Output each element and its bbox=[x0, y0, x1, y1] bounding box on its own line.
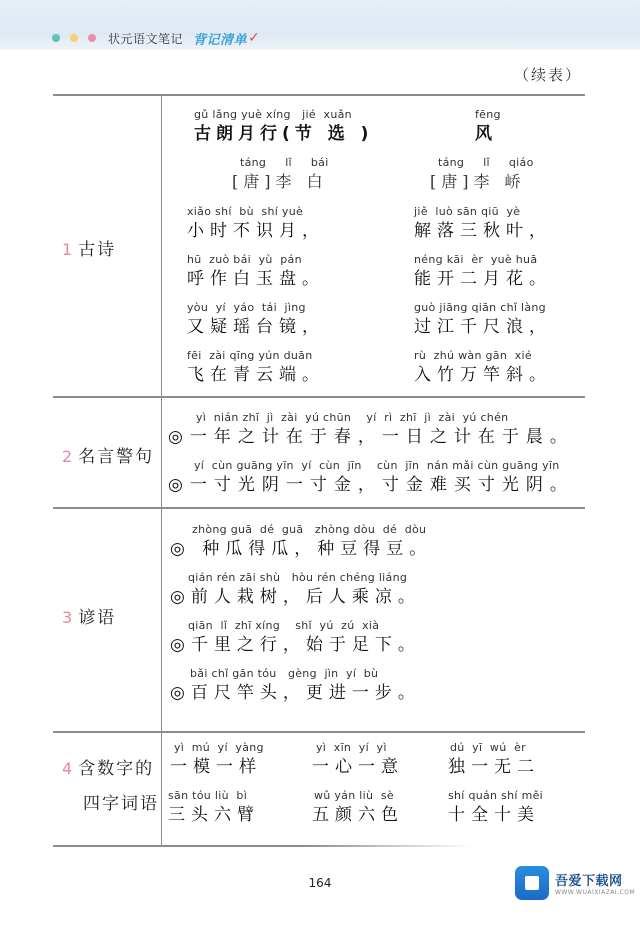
category-label: 含数字的 bbox=[78, 759, 155, 779]
row-divider-1 bbox=[53, 396, 585, 398]
pinyin: yí cùn guāng yīn yí cùn jīn cùn jīn nán mǎi cùn guāng yīn bbox=[194, 459, 560, 472]
category-number-idioms-line2 bbox=[83, 789, 159, 814]
proverb-text: ◎百尺竿头，更进一步。 bbox=[170, 683, 421, 703]
watermark-name: 吾爱下载网 bbox=[555, 874, 623, 889]
verse: 能开二月花。 bbox=[414, 269, 552, 289]
proverb-text: ◎千里之行，始于足下。 bbox=[170, 635, 421, 655]
poem-2-line-3 bbox=[414, 300, 552, 339]
pinyin: xiǎo shí bù shí yuè bbox=[187, 205, 304, 218]
poem-1-line-1 bbox=[187, 204, 325, 243]
pinyin: yì mú yí yàng bbox=[174, 741, 264, 754]
table-bottom-border bbox=[53, 845, 473, 847]
idiom-1 bbox=[170, 740, 264, 779]
dot-yellow-icon bbox=[70, 34, 78, 42]
poem-author: [唐]李 峤 bbox=[430, 172, 526, 191]
pinyin: guò jiāng qiān chǐ làng bbox=[414, 301, 546, 314]
poem-title: 风 bbox=[475, 124, 497, 144]
watermark-text bbox=[555, 870, 635, 896]
poem-1-line-3 bbox=[187, 300, 325, 339]
pinyin: dú yī wú èr bbox=[450, 741, 526, 754]
pinyin: yì xīn yí yì bbox=[316, 741, 387, 754]
poem-1-line-2 bbox=[187, 252, 325, 291]
proverb-text: ◎前人栽树，后人乘凉。 bbox=[170, 587, 421, 607]
watermark bbox=[515, 866, 635, 900]
category-number: 1 bbox=[62, 240, 73, 259]
category-label: 古诗 bbox=[78, 240, 117, 260]
idiom-text: 独一无二 bbox=[448, 757, 540, 777]
verse: 呼作白玉盘。 bbox=[187, 269, 325, 289]
poem-2-line-1 bbox=[414, 204, 552, 243]
pinyin: hū zuò bái yù pán bbox=[187, 253, 302, 266]
idiom-text: 一心一意 bbox=[312, 757, 404, 777]
table-top-border bbox=[53, 94, 585, 96]
pinyin: shí quán shí měi bbox=[448, 789, 544, 802]
proverb-text: ◎ 种瓜得瓜，种豆得豆。 bbox=[170, 539, 433, 559]
quote-2 bbox=[168, 458, 574, 497]
pinyin: fēng bbox=[475, 108, 501, 121]
poem-title: 古朗月行(节 选 ) bbox=[194, 124, 374, 144]
pinyin: wǔ yán liù sè bbox=[314, 789, 394, 802]
idiom-3 bbox=[448, 740, 540, 779]
verse: 又疑瑶台镜， bbox=[187, 317, 325, 337]
pinyin: qián rén zāi shù hòu rén chéng liáng bbox=[188, 571, 408, 584]
category-number: 4 bbox=[62, 759, 73, 778]
pinyin: néng kāi èr yuè huā bbox=[414, 253, 538, 266]
pinyin: táng lǐ qiáo bbox=[438, 156, 534, 169]
row-divider-3 bbox=[53, 731, 585, 733]
category-number-idioms bbox=[62, 754, 154, 779]
pinyin: rù zhú wàn gān xié bbox=[414, 349, 532, 362]
quote-text: ◎一年之计在于春，一日之计在于晨。 bbox=[168, 427, 574, 447]
verse: 过江千尺浪， bbox=[414, 317, 552, 337]
dot-teal-icon bbox=[52, 34, 60, 42]
shopping-bag-cube-icon bbox=[515, 866, 549, 900]
book-title: 状元语文笔记 bbox=[108, 31, 184, 46]
pinyin: gǔ lǎng yuè xíng jié xuǎn bbox=[194, 108, 352, 121]
pinyin: zhòng guā dé guā zhòng dòu dé dòu bbox=[192, 523, 427, 536]
watermark-url: WWW.WUAIXIAZAI.COM bbox=[555, 889, 636, 896]
section-subtitle: 背记清单 bbox=[193, 32, 248, 48]
proverb-1 bbox=[170, 522, 432, 561]
pinyin: sān tóu liù bì bbox=[168, 789, 248, 802]
pinyin: jiě luò sān qiū yè bbox=[414, 205, 521, 218]
idiom-2 bbox=[312, 740, 404, 779]
header-band bbox=[0, 0, 640, 50]
category-label: 名言警句 bbox=[78, 447, 155, 467]
poem-2-line-2 bbox=[414, 252, 552, 291]
idiom-text: 十全十美 bbox=[448, 805, 540, 825]
poem-1-line-4 bbox=[187, 348, 325, 387]
proverb-3 bbox=[170, 618, 421, 657]
pinyin: yì nián zhī jì zài yú chūn yí rì zhī jì zài yú chén bbox=[196, 411, 509, 424]
verse: 入竹万竿斜。 bbox=[414, 365, 552, 385]
category-proverbs bbox=[62, 603, 116, 628]
row-divider-2 bbox=[53, 507, 585, 509]
poem-2-line-4 bbox=[414, 348, 552, 387]
quote-1 bbox=[168, 410, 574, 449]
verse: 解落三秋叶， bbox=[414, 221, 552, 241]
verse: 飞在青云端。 bbox=[187, 365, 325, 385]
category-number: 2 bbox=[62, 447, 73, 466]
idiom-6 bbox=[448, 788, 543, 827]
dot-pink-icon bbox=[88, 34, 96, 42]
page-number: 164 bbox=[308, 876, 332, 890]
proverb-4 bbox=[170, 666, 421, 705]
verse: 小时不识月， bbox=[187, 221, 325, 241]
idiom-4 bbox=[168, 788, 260, 827]
column-divider bbox=[161, 95, 162, 846]
poem-1-title bbox=[194, 107, 373, 146]
category-label: 谚语 bbox=[78, 608, 117, 628]
category-famous-quotes bbox=[62, 442, 154, 467]
pinyin: qiān lǐ zhī xíng shǐ yú zú xià bbox=[188, 619, 380, 632]
pinyin: yòu yí yáo tái jìng bbox=[187, 301, 306, 314]
poem-1-author bbox=[232, 155, 329, 194]
idiom-text: 一模一样 bbox=[170, 757, 262, 777]
poem-author: [唐]李 白 bbox=[232, 172, 328, 191]
header-row bbox=[52, 28, 260, 48]
pinyin: fēi zài qīng yún duān bbox=[187, 349, 313, 362]
continued-label: （续表） bbox=[513, 66, 582, 84]
idiom-5 bbox=[312, 788, 404, 827]
quote-text: ◎一寸光阴一寸金，寸金难买寸光阴。 bbox=[168, 475, 574, 495]
category-label: 四字词语 bbox=[83, 794, 159, 814]
pinyin: táng lǐ bái bbox=[240, 156, 329, 169]
poem-2-title bbox=[475, 107, 501, 146]
idiom-text: 三头六臂 bbox=[168, 805, 260, 825]
check-icon: ✓ bbox=[248, 30, 260, 46]
pinyin: bǎi chǐ gān tóu gèng jìn yí bù bbox=[190, 667, 379, 680]
proverb-2 bbox=[170, 570, 421, 609]
category-ancient-poems bbox=[62, 235, 116, 260]
idiom-text: 五颜六色 bbox=[312, 805, 404, 825]
category-number: 3 bbox=[62, 608, 73, 627]
poem-2-author bbox=[430, 155, 534, 194]
